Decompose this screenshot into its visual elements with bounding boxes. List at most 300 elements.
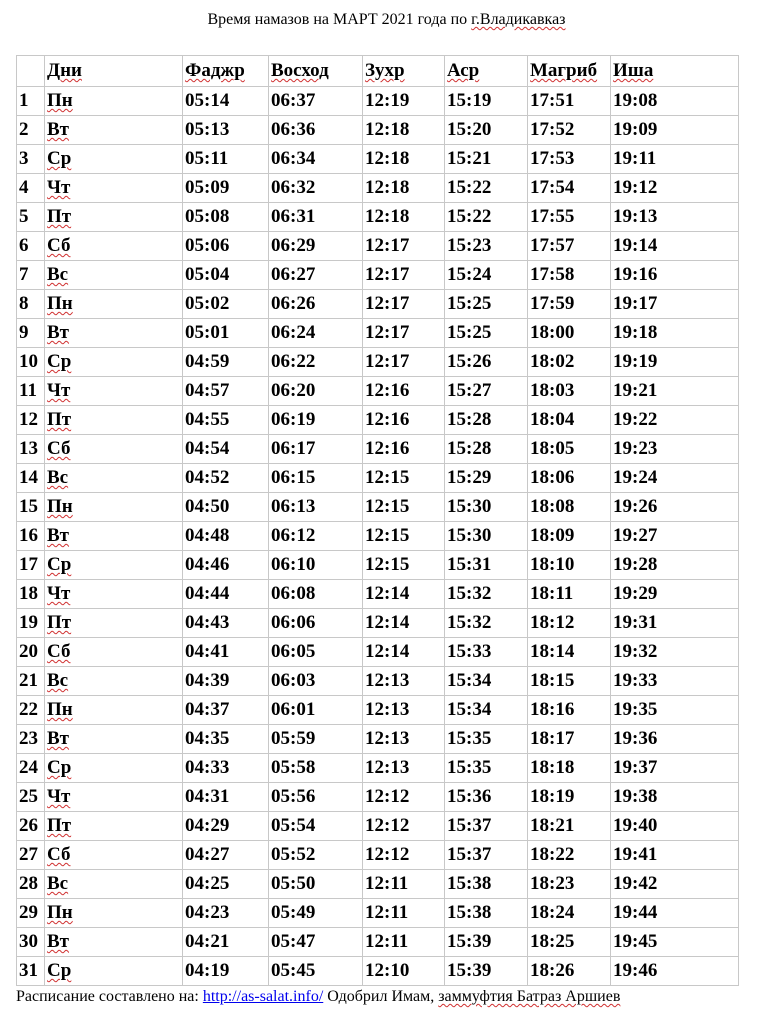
day-number-value: 22 <box>19 699 38 720</box>
dhuhr-time <box>363 435 445 464</box>
day-name-value: Вт <box>47 525 70 546</box>
dhuhr-time <box>363 377 445 406</box>
maghrib-time-value: 17:54 <box>530 177 575 198</box>
asr-time-value: 15:28 <box>447 409 492 430</box>
day-number <box>17 493 45 522</box>
fajr-time-value: 05:02 <box>185 293 230 314</box>
dhuhr-time <box>363 928 445 957</box>
day-number-value: 14 <box>19 467 38 488</box>
day-number <box>17 667 45 696</box>
asr-time-value: 15:30 <box>447 525 492 546</box>
header-isha <box>611 56 739 87</box>
isha-time-value: 19:33 <box>613 670 658 691</box>
sunrise-time-value: 06:34 <box>271 148 316 169</box>
day-number <box>17 638 45 667</box>
isha-time-value: 19:42 <box>613 873 658 894</box>
fajr-time-value: 04:41 <box>185 641 230 662</box>
day-number <box>17 522 45 551</box>
asr-time <box>445 232 528 261</box>
isha-time-value: 19:32 <box>613 641 658 662</box>
day-name-value: Пт <box>47 815 72 836</box>
maghrib-time <box>528 696 611 725</box>
isha-time <box>611 522 739 551</box>
isha-time <box>611 377 739 406</box>
prayer-times-table <box>16 55 739 986</box>
sunrise-time <box>269 145 363 174</box>
day-number <box>17 812 45 841</box>
isha-time <box>611 435 739 464</box>
dhuhr-time <box>363 319 445 348</box>
day-number-value: 16 <box>19 525 38 546</box>
dhuhr-time <box>363 609 445 638</box>
header-dhuhr <box>363 56 445 87</box>
day-name-value: Сб <box>47 844 71 865</box>
sunrise-time <box>269 783 363 812</box>
header-maghrib-label: Магриб <box>530 60 598 81</box>
table-row <box>17 696 739 725</box>
maghrib-time <box>528 522 611 551</box>
sunrise-time-value: 06:29 <box>271 235 316 256</box>
table-row <box>17 754 739 783</box>
fajr-time <box>183 609 269 638</box>
day-name <box>45 754 183 783</box>
sunrise-time-value: 06:05 <box>271 641 316 662</box>
asr-time <box>445 174 528 203</box>
day-name-value: Вт <box>47 728 70 749</box>
table-row <box>17 203 739 232</box>
asr-time-value: 15:34 <box>447 670 492 691</box>
sunrise-time-value: 05:47 <box>271 931 316 952</box>
maghrib-time-value: 17:59 <box>530 293 575 314</box>
sunrise-time <box>269 957 363 986</box>
dhuhr-time <box>363 754 445 783</box>
maghrib-time-value: 18:15 <box>530 670 575 691</box>
day-number <box>17 870 45 899</box>
maghrib-time-value: 18:10 <box>530 554 575 575</box>
day-name <box>45 870 183 899</box>
isha-time <box>611 493 739 522</box>
table-row <box>17 638 739 667</box>
fajr-time <box>183 232 269 261</box>
isha-time-value: 19:45 <box>613 931 658 952</box>
maghrib-time <box>528 145 611 174</box>
sunrise-time-value: 06:22 <box>271 351 316 372</box>
day-number <box>17 203 45 232</box>
sunrise-time-value: 06:10 <box>271 554 316 575</box>
fajr-time-value: 04:27 <box>185 844 230 865</box>
isha-time-value: 19:21 <box>613 380 658 401</box>
isha-time <box>611 348 739 377</box>
sunrise-time <box>269 870 363 899</box>
day-name <box>45 609 183 638</box>
header-fajr-label: Фаджр <box>185 60 245 81</box>
asr-time <box>445 812 528 841</box>
dhuhr-time <box>363 174 445 203</box>
day-number-value: 24 <box>19 757 38 778</box>
asr-time <box>445 87 528 116</box>
maghrib-time-value: 18:02 <box>530 351 575 372</box>
sunrise-time-value: 06:37 <box>271 90 316 111</box>
isha-time-value: 19:22 <box>613 409 658 430</box>
asr-time-value: 15:32 <box>447 583 492 604</box>
asr-time <box>445 348 528 377</box>
day-number-value: 31 <box>19 960 38 981</box>
maghrib-time-value: 18:16 <box>530 699 575 720</box>
maghrib-time <box>528 580 611 609</box>
isha-time-value: 19:29 <box>613 583 658 604</box>
maghrib-time <box>528 899 611 928</box>
asr-time <box>445 754 528 783</box>
sunrise-time <box>269 319 363 348</box>
table-row <box>17 522 739 551</box>
sunrise-time <box>269 812 363 841</box>
dhuhr-time-value: 12:15 <box>365 467 410 488</box>
sunrise-time-value: 05:54 <box>271 815 316 836</box>
isha-time <box>611 957 739 986</box>
isha-time <box>611 319 739 348</box>
sunrise-time <box>269 87 363 116</box>
maghrib-time <box>528 725 611 754</box>
sunrise-time-value: 06:15 <box>271 467 316 488</box>
asr-time <box>445 377 528 406</box>
header-fajr <box>183 56 269 87</box>
sunrise-time <box>269 928 363 957</box>
asr-time <box>445 667 528 696</box>
asr-time-value: 15:38 <box>447 873 492 894</box>
maghrib-time <box>528 290 611 319</box>
day-number <box>17 957 45 986</box>
isha-time-value: 19:28 <box>613 554 658 575</box>
day-number-value: 8 <box>19 293 29 314</box>
dhuhr-time <box>363 725 445 754</box>
isha-time-value: 19:24 <box>613 467 658 488</box>
isha-time <box>611 580 739 609</box>
maghrib-time-value: 18:18 <box>530 757 575 778</box>
dhuhr-time-value: 12:16 <box>365 438 410 459</box>
day-number <box>17 696 45 725</box>
maghrib-time <box>528 406 611 435</box>
day-number-value: 28 <box>19 873 38 894</box>
maghrib-time-value: 17:52 <box>530 119 575 140</box>
day-number-value: 18 <box>19 583 38 604</box>
maghrib-time-value: 18:12 <box>530 612 575 633</box>
header-dhuhr-label: Зухр <box>365 60 405 81</box>
dhuhr-time-value: 12:14 <box>365 583 410 604</box>
day-number <box>17 609 45 638</box>
sunrise-time-value: 06:31 <box>271 206 316 227</box>
table-row <box>17 812 739 841</box>
header-row <box>17 56 739 87</box>
maghrib-time <box>528 203 611 232</box>
day-number-value: 5 <box>19 206 29 227</box>
sunrise-time-value: 06:12 <box>271 525 316 546</box>
day-name-value: Пт <box>47 612 72 633</box>
fajr-time <box>183 464 269 493</box>
dhuhr-time-value: 12:17 <box>365 293 410 314</box>
day-name-value: Сб <box>47 438 71 459</box>
dhuhr-time <box>363 87 445 116</box>
day-name <box>45 348 183 377</box>
title-city: г.Владикавказ <box>471 11 566 28</box>
sunrise-time <box>269 232 363 261</box>
isha-time-value: 19:11 <box>613 148 657 169</box>
dhuhr-time <box>363 290 445 319</box>
dhuhr-time <box>363 203 445 232</box>
sunrise-time <box>269 754 363 783</box>
day-number <box>17 754 45 783</box>
isha-time <box>611 667 739 696</box>
dhuhr-time-value: 12:14 <box>365 612 410 633</box>
sunrise-time <box>269 493 363 522</box>
table-row <box>17 319 739 348</box>
isha-time-value: 19:40 <box>613 815 658 836</box>
asr-time-value: 15:20 <box>447 119 492 140</box>
asr-time-value: 15:33 <box>447 641 492 662</box>
fajr-time <box>183 638 269 667</box>
isha-time-value: 19:37 <box>613 757 658 778</box>
asr-time <box>445 203 528 232</box>
day-name-value: Вс <box>47 670 69 691</box>
day-name <box>45 377 183 406</box>
table-row <box>17 377 739 406</box>
day-number-value: 6 <box>19 235 29 256</box>
asr-time-value: 15:25 <box>447 322 492 343</box>
day-number-value: 2 <box>19 119 29 140</box>
isha-time-value: 19:38 <box>613 786 658 807</box>
fajr-time <box>183 754 269 783</box>
footer-suffix: Одобрил Имам, <box>323 988 439 1005</box>
maghrib-time <box>528 232 611 261</box>
fajr-time-value: 04:21 <box>185 931 230 952</box>
table-row <box>17 493 739 522</box>
asr-time <box>445 725 528 754</box>
day-name-value: Пн <box>47 699 73 720</box>
day-number <box>17 435 45 464</box>
maghrib-time-value: 18:14 <box>530 641 575 662</box>
sunrise-time <box>269 406 363 435</box>
maghrib-time-value: 18:08 <box>530 496 575 517</box>
sunrise-time-value: 06:27 <box>271 264 316 285</box>
asr-time-value: 15:26 <box>447 351 492 372</box>
dhuhr-time <box>363 957 445 986</box>
asr-time <box>445 116 528 145</box>
day-number-value: 9 <box>19 322 29 343</box>
day-name <box>45 551 183 580</box>
fajr-time <box>183 174 269 203</box>
asr-time-value: 15:22 <box>447 206 492 227</box>
isha-time-value: 19:35 <box>613 699 658 720</box>
maghrib-time <box>528 319 611 348</box>
maghrib-time-value: 18:22 <box>530 844 575 865</box>
asr-time-value: 15:24 <box>447 264 492 285</box>
day-name-value: Вт <box>47 931 70 952</box>
day-number-value: 15 <box>19 496 38 517</box>
sunrise-time <box>269 551 363 580</box>
fajr-time <box>183 203 269 232</box>
day-number-value: 4 <box>19 177 29 198</box>
maghrib-time-value: 18:00 <box>530 322 575 343</box>
day-name <box>45 174 183 203</box>
day-number-value: 29 <box>19 902 38 923</box>
maghrib-time <box>528 116 611 145</box>
day-name-value: Пн <box>47 90 73 111</box>
asr-time <box>445 493 528 522</box>
asr-time-value: 15:25 <box>447 293 492 314</box>
day-number <box>17 406 45 435</box>
day-name-value: Пн <box>47 902 73 923</box>
maghrib-time <box>528 638 611 667</box>
day-name <box>45 667 183 696</box>
isha-time <box>611 551 739 580</box>
fajr-time-value: 04:31 <box>185 786 230 807</box>
sunrise-time-value: 05:58 <box>271 757 316 778</box>
sunrise-time-value: 06:20 <box>271 380 316 401</box>
day-number <box>17 899 45 928</box>
day-name <box>45 783 183 812</box>
header-asr-label: Аср <box>447 60 480 81</box>
day-name-value: Ср <box>47 351 72 372</box>
title-prefix: Время намазов на МАРТ 2021 года по <box>207 11 472 28</box>
maghrib-time <box>528 464 611 493</box>
maghrib-time-value: 17:55 <box>530 206 575 227</box>
fajr-time <box>183 522 269 551</box>
fajr-time <box>183 290 269 319</box>
day-name <box>45 232 183 261</box>
day-number <box>17 174 45 203</box>
source-link[interactable]: http://as-salat.info/ <box>202 988 324 1005</box>
asr-time <box>445 522 528 551</box>
sunrise-time-value: 05:52 <box>271 844 316 865</box>
day-name <box>45 435 183 464</box>
maghrib-time <box>528 783 611 812</box>
isha-time-value: 19:44 <box>613 902 658 923</box>
dhuhr-time <box>363 580 445 609</box>
day-name <box>45 638 183 667</box>
asr-time-value: 15:28 <box>447 438 492 459</box>
maghrib-time <box>528 551 611 580</box>
day-number <box>17 290 45 319</box>
table-row <box>17 87 739 116</box>
table-row <box>17 464 739 493</box>
sunrise-time <box>269 522 363 551</box>
header-days-label: Дни <box>47 60 82 81</box>
sunrise-time <box>269 841 363 870</box>
sunrise-time-value: 05:56 <box>271 786 316 807</box>
day-name <box>45 696 183 725</box>
isha-time-value: 19:18 <box>613 322 658 343</box>
table-row <box>17 116 739 145</box>
fajr-time <box>183 580 269 609</box>
day-number <box>17 116 45 145</box>
sunrise-time <box>269 348 363 377</box>
isha-time <box>611 928 739 957</box>
day-number <box>17 783 45 812</box>
asr-time-value: 15:35 <box>447 728 492 749</box>
isha-time <box>611 145 739 174</box>
fajr-time <box>183 725 269 754</box>
day-name <box>45 87 183 116</box>
maghrib-time <box>528 754 611 783</box>
day-name <box>45 725 183 754</box>
fajr-time <box>183 899 269 928</box>
dhuhr-time <box>363 899 445 928</box>
maghrib-time-value: 18:26 <box>530 960 575 981</box>
isha-time <box>611 783 739 812</box>
dhuhr-time-value: 12:17 <box>365 322 410 343</box>
asr-time <box>445 435 528 464</box>
isha-time <box>611 696 739 725</box>
dhuhr-time <box>363 145 445 174</box>
day-name-value: Пн <box>47 293 73 314</box>
table-row <box>17 667 739 696</box>
dhuhr-time <box>363 812 445 841</box>
table-row <box>17 609 739 638</box>
dhuhr-time-value: 12:12 <box>365 786 410 807</box>
dhuhr-time-value: 12:15 <box>365 554 410 575</box>
day-number-value: 25 <box>19 786 38 807</box>
fajr-time-value: 04:46 <box>185 554 230 575</box>
day-number <box>17 261 45 290</box>
asr-time <box>445 696 528 725</box>
asr-time-value: 15:19 <box>447 90 492 111</box>
fajr-time <box>183 319 269 348</box>
fajr-time <box>183 406 269 435</box>
day-number <box>17 928 45 957</box>
maghrib-time <box>528 174 611 203</box>
asr-time-value: 15:37 <box>447 844 492 865</box>
sunrise-time-value: 06:03 <box>271 670 316 691</box>
asr-time-value: 15:32 <box>447 612 492 633</box>
asr-time <box>445 841 528 870</box>
day-number-value: 12 <box>19 409 38 430</box>
sunrise-time-value: 06:01 <box>271 699 316 720</box>
isha-time-value: 19:19 <box>613 351 658 372</box>
dhuhr-time-value: 12:12 <box>365 815 410 836</box>
table-row <box>17 406 739 435</box>
table-row <box>17 435 739 464</box>
day-number-value: 27 <box>19 844 38 865</box>
fajr-time-value: 04:55 <box>185 409 230 430</box>
dhuhr-time <box>363 493 445 522</box>
asr-time-value: 15:35 <box>447 757 492 778</box>
asr-time <box>445 464 528 493</box>
header-maghrib <box>528 56 611 87</box>
maghrib-time <box>528 377 611 406</box>
isha-time-value: 19:13 <box>613 206 658 227</box>
dhuhr-time-value: 12:15 <box>365 496 410 517</box>
day-number <box>17 319 45 348</box>
fajr-time-value: 05:11 <box>185 148 229 169</box>
fajr-time <box>183 551 269 580</box>
dhuhr-time-value: 12:13 <box>365 757 410 778</box>
fajr-time <box>183 667 269 696</box>
day-name-value: Вс <box>47 264 69 285</box>
asr-time-value: 15:23 <box>447 235 492 256</box>
sunrise-time <box>269 609 363 638</box>
dhuhr-time <box>363 870 445 899</box>
day-name <box>45 493 183 522</box>
dhuhr-time-value: 12:19 <box>365 90 410 111</box>
isha-time-value: 19:23 <box>613 438 658 459</box>
asr-time-value: 15:39 <box>447 960 492 981</box>
asr-time <box>445 551 528 580</box>
asr-time <box>445 406 528 435</box>
table-row <box>17 174 739 203</box>
day-name <box>45 464 183 493</box>
day-name-value: Пт <box>47 206 72 227</box>
isha-time <box>611 464 739 493</box>
table-row <box>17 232 739 261</box>
